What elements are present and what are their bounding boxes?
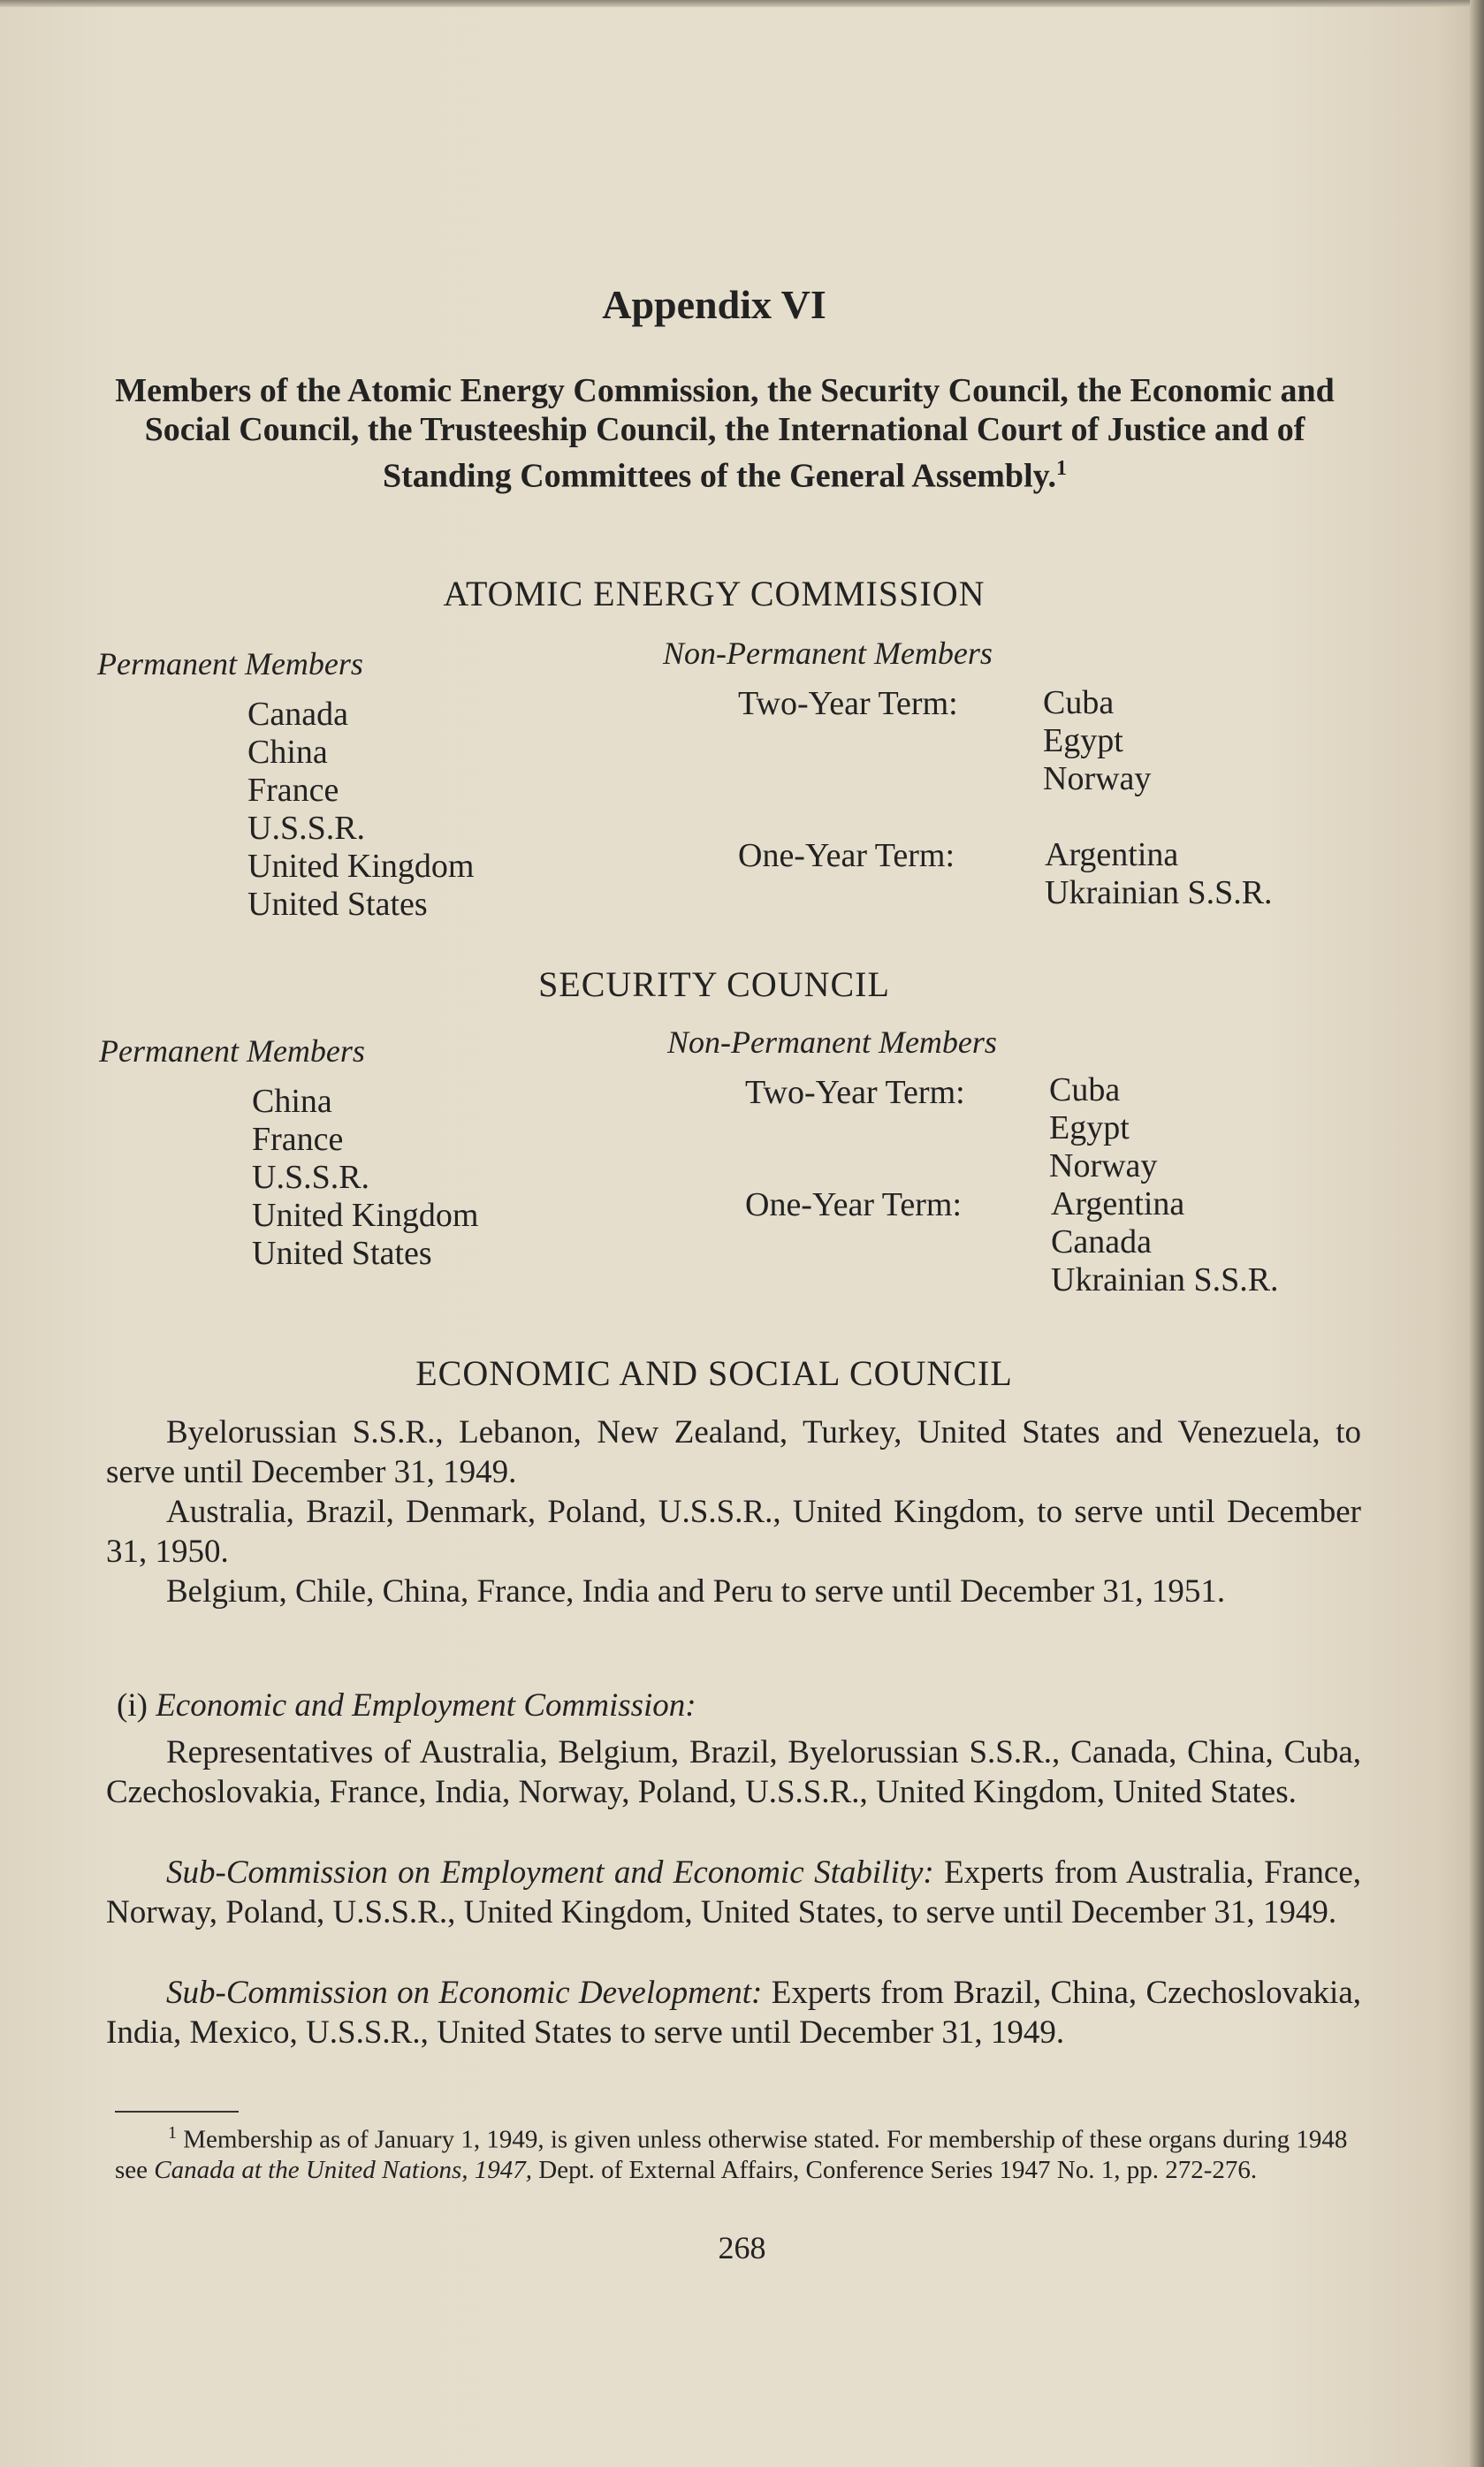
list-item: Canada [247,696,348,733]
subcommission-title: Sub-Commission on Economic Development: [166,1975,763,2011]
atomic-two-year-list [1043,684,1151,798]
subtitle-footnote-mark: 1 [1056,457,1068,480]
security-non-permanent-heading: Non-Permanent Members [667,1024,997,1060]
list-item: United States [252,1235,432,1272]
list-item: France [247,772,339,809]
page-binding-edge [1470,0,1484,2467]
atomic-heading: ATOMIC ENERGY COMMISSION [443,574,986,613]
ecosoc-paragraph-1: Byelorussian S.S.R., Lebanon, New Zealand, Turkey, United States and Venezuela, to serve until December 31, 1949. [106,1414,1361,1490]
subtitle-text: Members of the Atomic Energy Commission, the Security Council, the Economic and Social Council, the Trusteeship Council, the International Court of Justice and of Standing Committees of the General Assembly. [115,372,1335,495]
list-item: Ukrainian S.S.R. [1051,1261,1279,1298]
list-item: United Kingdom [252,1197,479,1234]
ecosoc-paragraph-6 [106,1973,1361,2052]
list-item: Norway [1043,760,1152,797]
list-item: U.S.S.R. [252,1159,370,1196]
list-item: Cuba [1049,1071,1121,1108]
ecosoc-paragraph-4: Representatives of Australia, Belgium, Brazil, Byelorussian S.S.R., Canada, China, Cuba, Czechoslovakia, France, India, Norway, Poland, U.S.S.R., United Kingdom, United States. [106,1734,1361,1810]
atomic-one-year-label: One-Year Term: [738,837,955,874]
ecosoc-paragraph-2: Australia, Brazil, Denmark, Poland, U.S.S.R., United Kingdom, to serve until December 31, 1950. [106,1494,1361,1570]
list-item: Argentina [1045,836,1179,873]
page-top-edge [0,0,1484,7]
footnote-text-b: Dept. of External Affairs, Conference Series 1947 No. 1, pp. 272-276. [538,2155,1258,2184]
list-item: France [252,1121,344,1158]
list-item: United States [247,886,428,923]
atomic-one-year-list [1045,836,1273,912]
list-item: China [247,734,328,771]
footnote [115,2118,1370,2185]
footnote-text-a: Membership as of January 1, 1949, is given unless otherwise stated. For membership of these organs during 1948 see [115,2125,1348,2184]
footnote-text-italic: Canada at the United Nations, 1947, [154,2155,533,2184]
appendix-subtitle [115,371,1335,496]
security-one-year-list [1051,1185,1279,1299]
subhead-title: Economic and Employment Commission: [156,1687,696,1724]
list-item: Ukrainian S.S.R. [1045,874,1273,911]
subhead-number: (i) [117,1687,148,1724]
atomic-permanent-heading: Permanent Members [97,646,363,681]
ecosoc-subhead-i [117,1687,696,1725]
footnote-rule [115,2111,239,2113]
atomic-permanent-list [247,696,474,924]
ecosoc-paragraph-3: Belgium, Chile, China, France, India and Peru to serve until December 31, 1951. [166,1573,1226,1610]
footnote-mark: 1 [168,2123,177,2143]
list-item: Norway [1049,1147,1158,1184]
ecosoc-heading: ECONOMIC AND SOCIAL COUNCIL [415,1353,1013,1393]
subcommission-text: Experts from Brazil, China, Czechoslovakia, India, Mexico, U.S.S.R., United States to serve until December 31, 1949. [106,1975,1361,2051]
list-item: Egypt [1049,1109,1130,1146]
ecosoc-paragraph-5 [106,1853,1361,1932]
list-item: U.S.S.R. [247,810,366,847]
security-one-year-label: One-Year Term: [745,1186,962,1223]
security-two-year-label: Two-Year Term: [745,1074,965,1111]
list-item: Egypt [1043,722,1123,759]
security-permanent-list [252,1083,478,1273]
security-heading: SECURITY COUNCIL [538,964,890,1004]
page-number: 268 [718,2230,766,2265]
atomic-non-permanent-heading: Non-Permanent Members [663,636,993,671]
security-two-year-list [1049,1071,1157,1185]
subcommission-title: Sub-Commission on Employment and Economic Stability: [166,1854,934,1891]
list-item: China [252,1083,332,1120]
list-item: Argentina [1051,1185,1185,1222]
atomic-two-year-label: Two-Year Term: [738,685,958,722]
appendix-title: Appendix VI [602,282,826,327]
subcommission-text: Experts from Australia, France, Norway, Poland, U.S.S.R., United Kingdom, United States, to serve until December 31, 1949. [106,1854,1362,1930]
list-item: Cuba [1043,684,1115,721]
security-permanent-heading: Permanent Members [99,1033,365,1069]
list-item: Canada [1051,1223,1152,1260]
list-item: United Kingdom [247,848,475,885]
